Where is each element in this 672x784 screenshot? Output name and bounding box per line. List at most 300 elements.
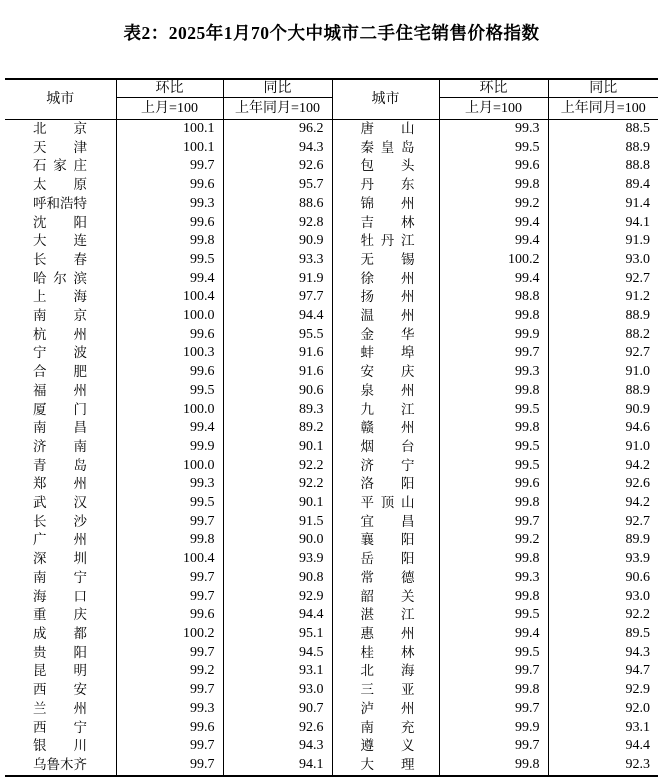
city-name: 洛 阳: [360, 476, 415, 492]
city-cell: [5, 382, 116, 401]
city-cell: [332, 625, 439, 644]
city-cell: [5, 176, 116, 195]
city-cell: [332, 214, 439, 233]
city-cell: [332, 157, 439, 176]
table-row: [5, 251, 658, 270]
city-name: 牡 丹 江: [360, 233, 415, 249]
mom-value: 99.8: [439, 588, 548, 607]
yoy-value: 90.8: [223, 569, 332, 588]
yoy-value: 94.6: [625, 420, 650, 436]
city-name: 大 理: [360, 756, 415, 772]
yoy-value: 90.9: [223, 232, 332, 251]
city-name: 长 沙: [33, 513, 87, 529]
table-row: [5, 326, 658, 345]
city-cell: [332, 176, 439, 195]
yoy-value: 88.9: [625, 139, 650, 155]
mom-value: 99.2: [116, 662, 223, 681]
yoy-value: 94.3: [223, 737, 332, 756]
city-cell: [5, 475, 116, 494]
mom-value: 99.6: [116, 326, 223, 345]
yoy-value: 92.2: [625, 607, 650, 623]
yoy-value: 91.0: [625, 438, 650, 454]
table-row: [5, 606, 658, 625]
yoy-value: 92.6: [625, 476, 650, 492]
mom-value: 99.3: [439, 363, 548, 382]
mom-value: 99.3: [116, 475, 223, 494]
mom-value: 100.2: [116, 625, 223, 644]
city-name: 杭 州: [33, 326, 87, 342]
mom-value: 100.3: [116, 344, 223, 363]
city-cell: [332, 288, 439, 307]
city-cell: [332, 438, 439, 457]
table-row: [5, 438, 658, 457]
city-cell: [5, 139, 116, 158]
price-index-table: [5, 78, 658, 777]
table-row: [5, 475, 658, 494]
city-cell: [332, 494, 439, 513]
mom-value: 99.8: [439, 419, 548, 438]
city-cell: [332, 139, 439, 158]
city-name: 南 昌: [33, 420, 87, 436]
city-cell: [5, 438, 116, 457]
city-cell: [332, 457, 439, 476]
city-name: 重 庆: [33, 607, 87, 623]
mom-value: 99.7: [116, 681, 223, 700]
mom-value: 100.1: [116, 120, 223, 139]
city-name: 福 州: [33, 382, 87, 398]
mom-value: 99.5: [116, 251, 223, 270]
yoy-value: 96.2: [223, 120, 332, 139]
city-cell: [332, 588, 439, 607]
city-name: 郑 州: [33, 476, 87, 492]
mom-value: 99.8: [439, 681, 548, 700]
mom-value: 99.5: [439, 606, 548, 625]
yoy-value: 88.8: [625, 158, 650, 174]
yoy-value: 95.5: [223, 326, 332, 345]
mom-value: 99.7: [116, 756, 223, 776]
mom-value: 99.8: [439, 176, 548, 195]
yoy-value: 93.9: [625, 551, 650, 567]
yoy-value: 91.5: [223, 513, 332, 532]
table-row: [5, 401, 658, 420]
mom-value: 99.4: [116, 270, 223, 289]
city-cell: [5, 662, 116, 681]
city-cell: [5, 307, 116, 326]
yoy-value: 90.1: [223, 494, 332, 513]
city-name: 秦 皇 岛: [360, 139, 415, 155]
city-name: 南 宁: [33, 569, 87, 585]
table-row: [5, 719, 658, 738]
mom-value: 99.3: [116, 700, 223, 719]
mom-value: 99.5: [439, 401, 548, 420]
yoy-value: 90.6: [625, 569, 650, 585]
city-cell: [5, 270, 116, 289]
yoy-value: 94.1: [223, 756, 332, 776]
mom-value: 99.6: [116, 176, 223, 195]
mom-value: 100.2: [439, 251, 548, 270]
yoy-value: 93.0: [625, 251, 650, 267]
yoy-value: 97.7: [223, 288, 332, 307]
header-city-left: 城市: [5, 79, 116, 120]
city-cell: [5, 569, 116, 588]
city-cell: [332, 569, 439, 588]
header-yoy-base-right: 上年同月=100: [548, 98, 658, 120]
city-cell: [5, 214, 116, 233]
mom-value: 99.5: [439, 457, 548, 476]
city-name: 天 津: [33, 139, 87, 155]
table-row: [5, 550, 658, 569]
city-name: 海 口: [33, 588, 87, 604]
city-cell: [332, 513, 439, 532]
yoy-value: 89.2: [223, 419, 332, 438]
mom-value: 99.4: [116, 419, 223, 438]
table-row: [5, 644, 658, 663]
city-cell: [332, 475, 439, 494]
table-row: [5, 681, 658, 700]
city-cell: [332, 756, 439, 776]
mom-value: 99.7: [439, 662, 548, 681]
mom-value: 100.4: [116, 550, 223, 569]
city-cell: [332, 382, 439, 401]
city-name: 襄 阳: [360, 532, 415, 548]
city-name: 贵 阳: [33, 644, 87, 660]
city-name: 安 庆: [360, 364, 415, 380]
table-row: [5, 214, 658, 233]
city-cell: [332, 195, 439, 214]
table-row: [5, 513, 658, 532]
city-cell: [5, 737, 116, 756]
city-cell: [332, 307, 439, 326]
city-cell: [332, 270, 439, 289]
city-name: 哈 尔 滨: [33, 270, 87, 286]
city-cell: [5, 344, 116, 363]
city-name: 泸 州: [360, 700, 415, 716]
yoy-value: 94.7: [625, 663, 650, 679]
city-cell: [5, 494, 116, 513]
yoy-value: 91.0: [625, 364, 650, 380]
city-name: 九 江: [360, 401, 415, 417]
mom-value: 99.8: [439, 382, 548, 401]
yoy-value: 92.6: [223, 719, 332, 738]
table-row: [5, 363, 658, 382]
yoy-value: 90.7: [223, 700, 332, 719]
mom-value: 99.4: [439, 214, 548, 233]
city-cell: [332, 662, 439, 681]
city-name: 温 州: [360, 308, 415, 324]
yoy-value: 93.0: [625, 588, 650, 604]
city-name: 南 京: [33, 308, 87, 324]
city-name: 唐 山: [360, 121, 415, 136]
mom-value: 99.8: [439, 756, 548, 776]
city-name: 武 汉: [33, 495, 87, 511]
city-cell: [332, 531, 439, 550]
mom-value: 99.7: [116, 737, 223, 756]
mom-value: 99.7: [116, 513, 223, 532]
mom-value: 99.6: [439, 157, 548, 176]
city-name: 平 顶 山: [360, 495, 415, 511]
yoy-value: 92.0: [625, 700, 650, 716]
yoy-value: 91.4: [625, 195, 650, 211]
mom-value: 99.4: [439, 270, 548, 289]
yoy-value: 95.1: [223, 625, 332, 644]
city-name: 丹 东: [360, 177, 415, 193]
header-yoy-left: 同比: [223, 79, 332, 98]
city-cell: [5, 719, 116, 738]
city-name: 沈 阳: [33, 214, 87, 230]
city-cell: [5, 195, 116, 214]
mom-value: 99.8: [439, 494, 548, 513]
city-cell: [5, 288, 116, 307]
city-cell: [332, 251, 439, 270]
yoy-value: 90.9: [625, 401, 650, 417]
mom-value: 99.7: [116, 157, 223, 176]
mom-value: 99.3: [439, 569, 548, 588]
city-name: 惠 州: [360, 625, 415, 641]
mom-value: 99.6: [116, 214, 223, 233]
city-name: 合 肥: [33, 364, 87, 380]
table-body: [5, 120, 658, 776]
city-cell: [332, 700, 439, 719]
mom-value: 99.3: [116, 195, 223, 214]
city-cell: [5, 700, 116, 719]
table-row: [5, 195, 658, 214]
yoy-value: 92.8: [223, 214, 332, 233]
city-name: 宁 波: [33, 345, 87, 361]
city-name: 岳 阳: [360, 551, 415, 567]
city-name: 韶 关: [360, 588, 415, 604]
city-name: 兰 州: [33, 700, 87, 716]
city-name: 上 海: [33, 289, 87, 305]
mom-value: 99.9: [439, 326, 548, 345]
city-cell: [5, 326, 116, 345]
mom-value: 99.6: [439, 475, 548, 494]
mom-value: 99.2: [439, 195, 548, 214]
mom-value: 99.6: [116, 363, 223, 382]
city-name: 湛 江: [360, 607, 415, 623]
yoy-value: 92.3: [625, 756, 650, 772]
city-name: 南 充: [360, 719, 415, 735]
city-name: 深 圳: [33, 551, 87, 567]
city-name: 三 亚: [360, 682, 415, 698]
yoy-value: 94.2: [625, 457, 650, 473]
table-row: [5, 494, 658, 513]
yoy-value: 94.1: [625, 214, 650, 230]
yoy-value: 88.9: [625, 382, 650, 398]
city-name: 银 川: [33, 738, 87, 754]
city-name: 北 海: [360, 663, 415, 679]
yoy-value: 94.5: [223, 644, 332, 663]
city-name: 太 原: [33, 177, 87, 193]
mom-value: 100.1: [116, 139, 223, 158]
yoy-value: 94.3: [223, 139, 332, 158]
yoy-value: 88.6: [223, 195, 332, 214]
header-row-1: [5, 79, 658, 98]
city-cell: [5, 401, 116, 420]
table-title: 表2：2025年1月70个大中城市二手住宅销售价格指数: [123, 23, 540, 43]
city-name: 无 锡: [360, 251, 415, 267]
mom-value: 99.5: [439, 139, 548, 158]
yoy-value: 94.4: [223, 606, 332, 625]
city-cell: [332, 344, 439, 363]
yoy-value: 89.4: [625, 177, 650, 193]
mom-value: 99.8: [439, 550, 548, 569]
city-cell: [332, 401, 439, 420]
table-header: [5, 79, 658, 120]
mom-value: 99.7: [439, 344, 548, 363]
table-row: [5, 756, 658, 776]
city-cell: [332, 737, 439, 756]
city-cell: [5, 157, 116, 176]
mom-value: 99.5: [116, 494, 223, 513]
yoy-value: 89.3: [223, 401, 332, 420]
city-cell: [332, 232, 439, 251]
mom-value: 99.9: [439, 719, 548, 738]
yoy-value: 94.4: [625, 738, 650, 754]
header-yoy-right: 同比: [548, 79, 658, 98]
table-row: [5, 457, 658, 476]
yoy-value: 93.3: [223, 251, 332, 270]
city-cell: [5, 644, 116, 663]
yoy-value: 88.2: [625, 326, 650, 342]
city-cell: [5, 513, 116, 532]
city-cell: [5, 419, 116, 438]
table-row: [5, 662, 658, 681]
table-row: [5, 588, 658, 607]
city-cell: [332, 326, 439, 345]
city-cell: [332, 550, 439, 569]
mom-value: 99.4: [439, 232, 548, 251]
mom-value: 99.4: [439, 625, 548, 644]
city-name: 呼 和 浩 特: [33, 195, 87, 211]
mom-value: 100.0: [116, 307, 223, 326]
mom-value: 99.7: [116, 569, 223, 588]
city-cell: [5, 606, 116, 625]
table-row: [5, 344, 658, 363]
mom-value: 99.9: [116, 438, 223, 457]
mom-value: 99.3: [439, 120, 548, 139]
city-name: 昆 明: [33, 663, 87, 679]
city-cell: [5, 625, 116, 644]
city-cell: [332, 363, 439, 382]
table-row: [5, 531, 658, 550]
yoy-value: 92.7: [625, 345, 650, 361]
yoy-value: 92.6: [223, 157, 332, 176]
table-row: [5, 382, 658, 401]
city-name: 吉 林: [360, 214, 415, 230]
city-name: 泉 州: [360, 382, 415, 398]
yoy-value: 93.1: [625, 719, 650, 735]
city-cell: [332, 681, 439, 700]
city-name: 厦 门: [33, 401, 87, 417]
city-name: 赣 州: [360, 420, 415, 436]
yoy-value: 94.4: [223, 307, 332, 326]
mom-value: 100.0: [116, 401, 223, 420]
table-row: [5, 700, 658, 719]
city-cell: [5, 588, 116, 607]
city-cell: [332, 419, 439, 438]
yoy-value: 91.6: [223, 344, 332, 363]
table-row: [5, 270, 658, 289]
city-name: 桂 林: [360, 644, 415, 660]
city-cell: [332, 606, 439, 625]
city-name: 常 德: [360, 569, 415, 585]
city-name: 扬 州: [360, 289, 415, 305]
city-name: 遵 义: [360, 738, 415, 754]
city-name: 宜 昌: [360, 513, 415, 529]
mom-value: 99.7: [116, 588, 223, 607]
city-name: 成 都: [33, 625, 87, 641]
yoy-value: 90.1: [223, 438, 332, 457]
city-name: 蚌 埠: [360, 345, 415, 361]
mom-value: 99.5: [116, 382, 223, 401]
header-mom-base-left: 上月=100: [116, 98, 223, 120]
mom-value: 99.8: [116, 232, 223, 251]
city-name: 济 南: [33, 438, 87, 454]
city-name: 西 宁: [33, 719, 87, 735]
city-name: 长 春: [33, 251, 87, 267]
yoy-value: 89.9: [625, 532, 650, 548]
mom-value: 99.6: [116, 606, 223, 625]
yoy-value: 92.2: [223, 457, 332, 476]
table-row: [5, 288, 658, 307]
city-name: 乌 鲁 木 齐: [33, 756, 87, 772]
table-row: [5, 176, 658, 195]
yoy-value: 91.2: [625, 289, 650, 305]
mom-value: 98.8: [439, 288, 548, 307]
city-name: 北 京: [33, 121, 87, 136]
mom-value: 99.7: [439, 700, 548, 719]
header-yoy-base-left: 上年同月=100: [223, 98, 332, 120]
header-mom-right: 环比: [439, 79, 548, 98]
yoy-value: 91.6: [223, 363, 332, 382]
table-row: [5, 139, 658, 158]
city-name: 广 州: [33, 532, 87, 548]
table-row: [5, 419, 658, 438]
yoy-value: 92.7: [625, 513, 650, 529]
city-cell: [5, 550, 116, 569]
table-row: [5, 307, 658, 326]
yoy-value: 90.0: [223, 531, 332, 550]
table-row: [5, 157, 658, 176]
city-name: 大 连: [33, 233, 87, 249]
mom-value: 99.7: [116, 644, 223, 663]
yoy-value: 94.2: [625, 495, 650, 511]
city-cell: [5, 251, 116, 270]
yoy-value: 89.5: [625, 625, 650, 641]
mom-value: 99.5: [439, 644, 548, 663]
yoy-value: 94.3: [625, 644, 650, 660]
yoy-value: 93.0: [223, 681, 332, 700]
city-cell: [5, 232, 116, 251]
mom-value: 99.7: [439, 737, 548, 756]
mom-value: 99.6: [116, 719, 223, 738]
city-name: 济 宁: [360, 457, 415, 473]
mom-value: 100.4: [116, 288, 223, 307]
city-name: 徐 州: [360, 270, 415, 286]
table-row: [5, 737, 658, 756]
table-row: [5, 625, 658, 644]
table-row: [5, 232, 658, 251]
yoy-value: 92.9: [625, 682, 650, 698]
yoy-value: 93.9: [223, 550, 332, 569]
city-cell: [332, 120, 439, 139]
city-cell: [332, 644, 439, 663]
city-name: 青 岛: [33, 457, 87, 473]
city-cell: [332, 719, 439, 738]
city-cell: [5, 363, 116, 382]
city-name: 包 头: [360, 158, 415, 174]
yoy-value: 91.9: [223, 270, 332, 289]
